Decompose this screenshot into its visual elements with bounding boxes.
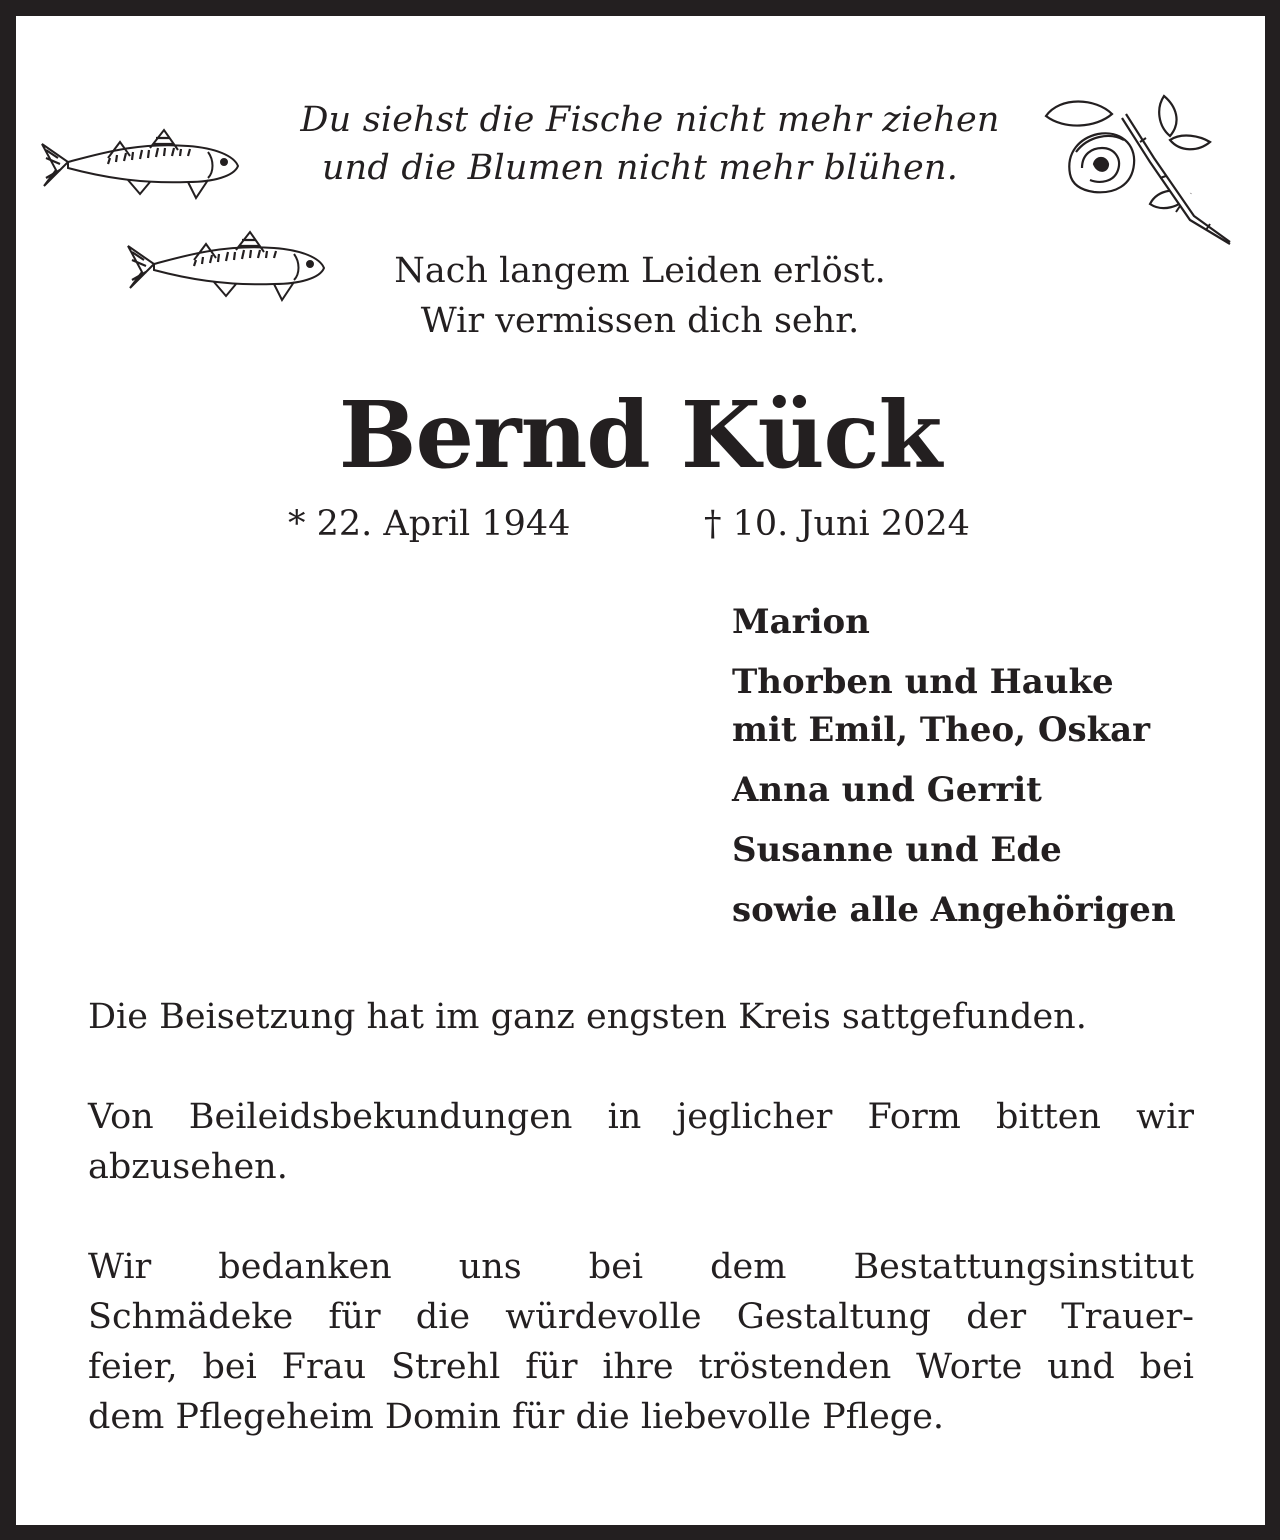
quote — [0, 96, 1280, 192]
paragraph-condolences — [88, 1092, 1194, 1192]
mourner-group — [732, 598, 1176, 646]
mourner-line: sowie alle Angehörigen — [732, 890, 1176, 930]
deceased-name: Bernd Kück — [338, 381, 942, 489]
mourner-line: Susanne und Ede — [732, 830, 1062, 870]
paragraph-line: abzusehen. — [88, 1147, 288, 1187]
mourners-list — [732, 598, 1176, 946]
paragraph-line: feier, bei Frau Strehl für ihre tröstenden Worte und bei — [88, 1347, 1194, 1387]
mourner-line: Anna und Gerrit — [732, 770, 1042, 810]
subtitle — [0, 246, 1280, 346]
paragraph-line: Wir bedanken uns bei dem Bestattungsinstitut — [88, 1247, 1194, 1287]
mourner-group — [732, 766, 1176, 814]
mourner-group — [732, 886, 1176, 934]
quote-line-1: Du siehst die Fische nicht mehr ziehen — [300, 100, 1000, 140]
mourner-line: mit Emil, Theo, Oskar — [732, 710, 1151, 750]
subtitle-line-2: Wir vermissen dich sehr. — [420, 301, 860, 341]
paragraph-line: Von Beileidsbekundungen in jeglicher Form bitten wir — [88, 1097, 1194, 1137]
mourner-line: Marion — [732, 602, 870, 642]
paragraph-thanks — [88, 1242, 1194, 1442]
mourner-line: Thorben und Hauke — [732, 662, 1114, 702]
paragraph-line: dem Pflegeheim Domin für die liebevolle Pflege. — [88, 1397, 945, 1437]
mourner-group — [732, 826, 1176, 874]
paragraph-line: Schmädeke für die würdevolle Gestaltung der Trauer- — [88, 1297, 1194, 1337]
death-date: † 10. Juni 2024 — [704, 504, 970, 544]
quote-line-2: und die Blumen nicht mehr blühen. — [321, 148, 959, 188]
paragraph-burial: Die Beisetzung hat im ganz engsten Kreis sattgefunden. — [88, 997, 1087, 1037]
subtitle-line-1: Nach langem Leiden erlöst. — [394, 251, 886, 291]
mourner-group — [732, 658, 1176, 754]
birth-date: * 22. April 1944 — [288, 504, 571, 544]
